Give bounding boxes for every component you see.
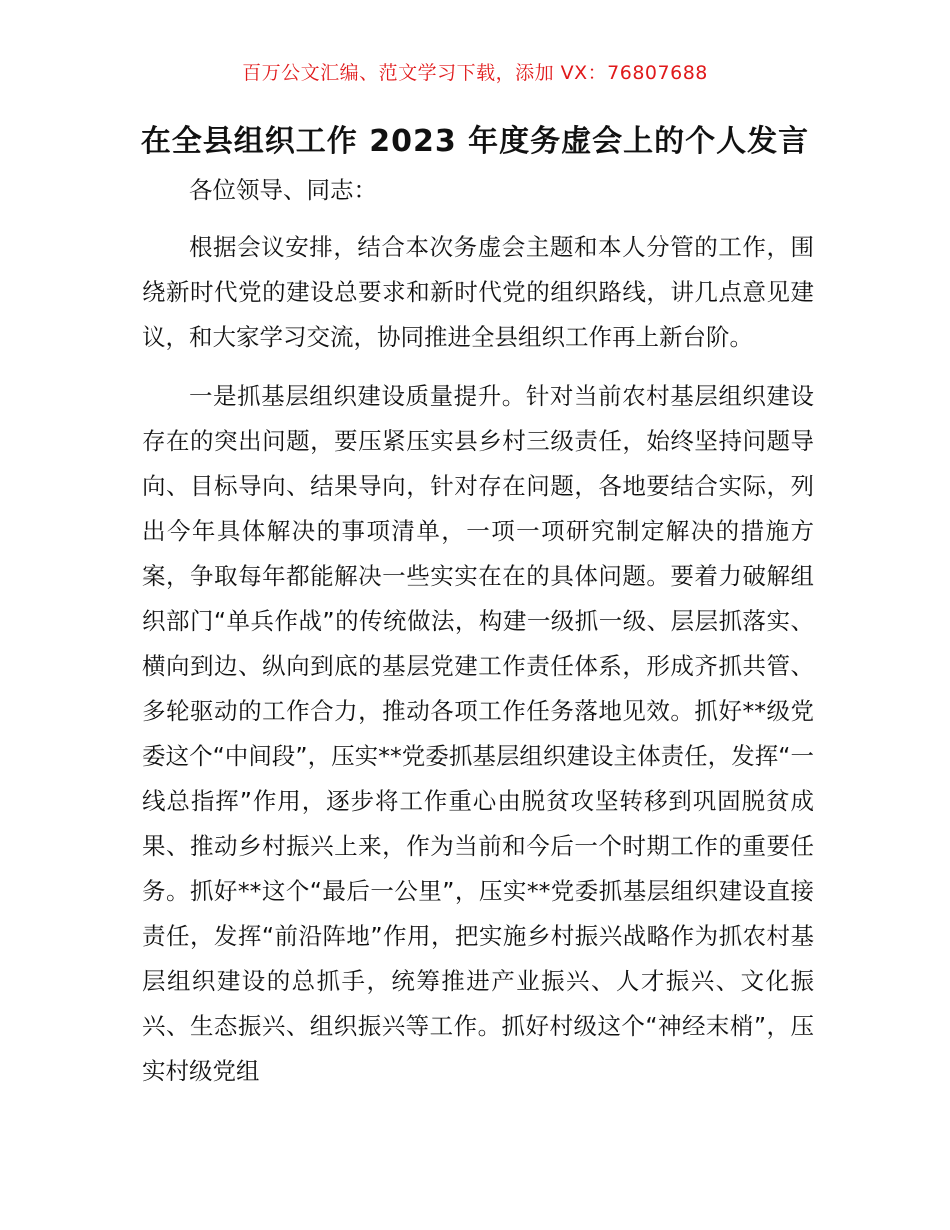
document-body [142, 168, 814, 1108]
salutation: 各位领导、同志： [189, 176, 377, 204]
document-title: 在全县组织工作 2023 年度务虚会上的个人发言 [140, 124, 810, 159]
header-banner: 百万公文汇编、范文学习下载，添加 VX：76807688 [242, 62, 708, 84]
paragraph-point-one: 一是抓基层组织建设质量提升。针对当前农村基层组织建设存在的突出问题，要压紧压实县乡村三级责任，始终坚持问题导向、目标导向、结果导向，针对存在问题，各地要结合实际，列出今年具体解决的事项清单，一项一项研究制定解决的措施方案，争取每年都能解决一些实实在在的具体问题。要着力破解组织部门“单兵作战”的传统做法，构建一级抓一级、层层抓落实、横向到边、纵向到底的基层党建工作责任体系，形成齐抓共管、多轮驱动的工作合力，推动各项工作任务落地见效。抓好**级党委这个“中间段”，压实**党委抓基层组织建设主体责任，发挥“一线总指挥”作用，逐步将工作重心由脱贫攻坚转移到巩固脱贫成果、推动乡村振兴上来，作为当前和今后一个时期工作的重要任务。抓好**这个“最后一公里”，压实**党委抓基层组织建设直接责任，发挥“前沿阵地”作用，把实施乡村振兴战略作为抓农村基层组织建设的总抓手，统筹推进产业振兴、人才振兴、文化振兴、生态振兴、组织振兴等工作。抓好村级这个“神经末梢”，压实村级党组 [142, 382, 814, 1085]
paragraph-intro: 根据会议安排，结合本次务虚会主题和本人分管的工作，围绕新时代党的建设总要求和新时代党的组织路线，讲几点意见建议，和大家学习交流，协同推进全县组织工作再上新台阶。 [142, 233, 814, 351]
